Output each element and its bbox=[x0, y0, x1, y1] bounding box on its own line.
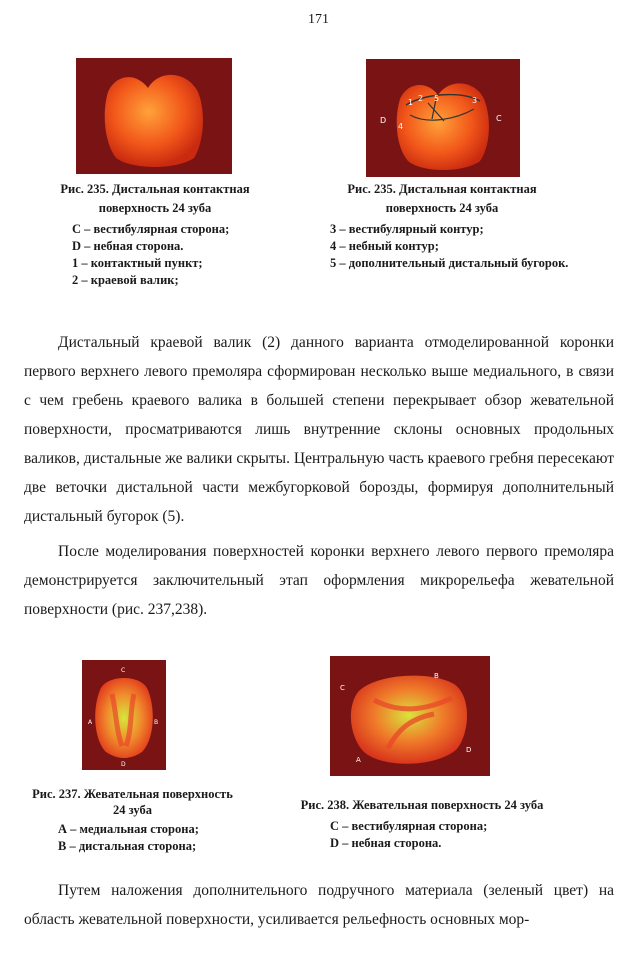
body-text-bottom bbox=[24, 876, 614, 934]
caption-figure-237 bbox=[30, 786, 235, 855]
figure-235-distal-tooth-annotated bbox=[366, 59, 520, 177]
page-number: 171 bbox=[308, 12, 329, 27]
caption-item: C – вестибулярная сторона; bbox=[330, 819, 488, 833]
tooth-occlusal-illustration-large bbox=[330, 656, 490, 776]
label-4: 4 bbox=[398, 122, 404, 131]
paragraph: Путем наложения дополнительного подручного материала (зеленый цвет) на область жевательной поверхности, усиливается рельефность основных мор- bbox=[24, 882, 614, 928]
label-c: C bbox=[340, 684, 345, 692]
caption-item: 5 – дополнительный дистальный бугорок. bbox=[330, 256, 569, 270]
label-5: 5 bbox=[434, 94, 440, 103]
caption-item: В – дистальная сторона; bbox=[58, 839, 197, 853]
tooth-occlusal-illustration bbox=[82, 660, 166, 770]
label-c: C bbox=[496, 114, 502, 123]
caption-figure-235-right bbox=[312, 180, 572, 272]
paragraph: После моделирования поверхностей коронки верхнего левого первого премоляра демонстрируется заключительный этап оформления микрорельефа жевательной поверхности (рис. 237,238). bbox=[24, 543, 614, 618]
figure-235-distal-tooth bbox=[76, 58, 232, 174]
caption-item: А – медиальная сторона; bbox=[58, 822, 199, 836]
caption-title: Рис. 235. Дистальная контактная поверхность 24 зуба bbox=[347, 182, 537, 215]
body-text-top bbox=[24, 328, 614, 624]
caption-item: D – небная сторона. bbox=[72, 239, 184, 253]
caption-title: Рис. 235. Дистальная контактная поверхность 24 зуба bbox=[60, 182, 250, 215]
label-d: D bbox=[380, 116, 387, 125]
caption-figure-238 bbox=[262, 796, 582, 852]
paragraph: Дистальный краевой валик (2) данного варианта отмоделированной коронки первого верхнего левого премоляра сформирован несколько выше медиального, в связи с чем гребень краевого валика в большей степени перекрывает обзор жевательной поверхности, просматриваются лишь внутренние склоны основных продольных валиков, дистальные же валики скрыты. Центральную часть краевого гребня пересекают две веточки дистальной части межбугорковой борозды, формируя дополнительный дистальный бугорок (5). bbox=[24, 334, 614, 525]
caption-title: Рис. 237. Жевательная поверхность 24 зуба bbox=[32, 787, 233, 817]
caption-item: 1 – контактный пункт; bbox=[72, 256, 203, 270]
tooth-illustration-annotated bbox=[366, 59, 520, 177]
label-a: A bbox=[356, 756, 361, 764]
label-c: C bbox=[121, 667, 126, 674]
tooth-illustration bbox=[76, 58, 232, 174]
caption-title: Рис. 238. Жевательная поверхность 24 зуба bbox=[300, 798, 544, 812]
label-1: 1 bbox=[408, 98, 414, 107]
caption-figure-235-left bbox=[30, 180, 280, 289]
figure-237-occlusal-surface bbox=[82, 660, 166, 770]
label-d: D bbox=[466, 746, 472, 754]
label-2: 2 bbox=[418, 94, 424, 103]
caption-item: 4 – небный контур; bbox=[330, 239, 439, 253]
caption-item: D – небная сторона. bbox=[330, 836, 442, 850]
label-d: D bbox=[121, 761, 126, 768]
figure-238-occlusal-surface bbox=[330, 656, 490, 776]
label-b: B bbox=[154, 719, 159, 726]
label-b: B bbox=[434, 672, 439, 680]
caption-item: C – вестибулярная сторона; bbox=[72, 222, 230, 236]
label-a: A bbox=[88, 719, 93, 726]
caption-item: 3 – вестибулярный контур; bbox=[330, 222, 484, 236]
caption-item: 2 – краевой валик; bbox=[72, 273, 179, 287]
label-3: 3 bbox=[472, 96, 478, 105]
